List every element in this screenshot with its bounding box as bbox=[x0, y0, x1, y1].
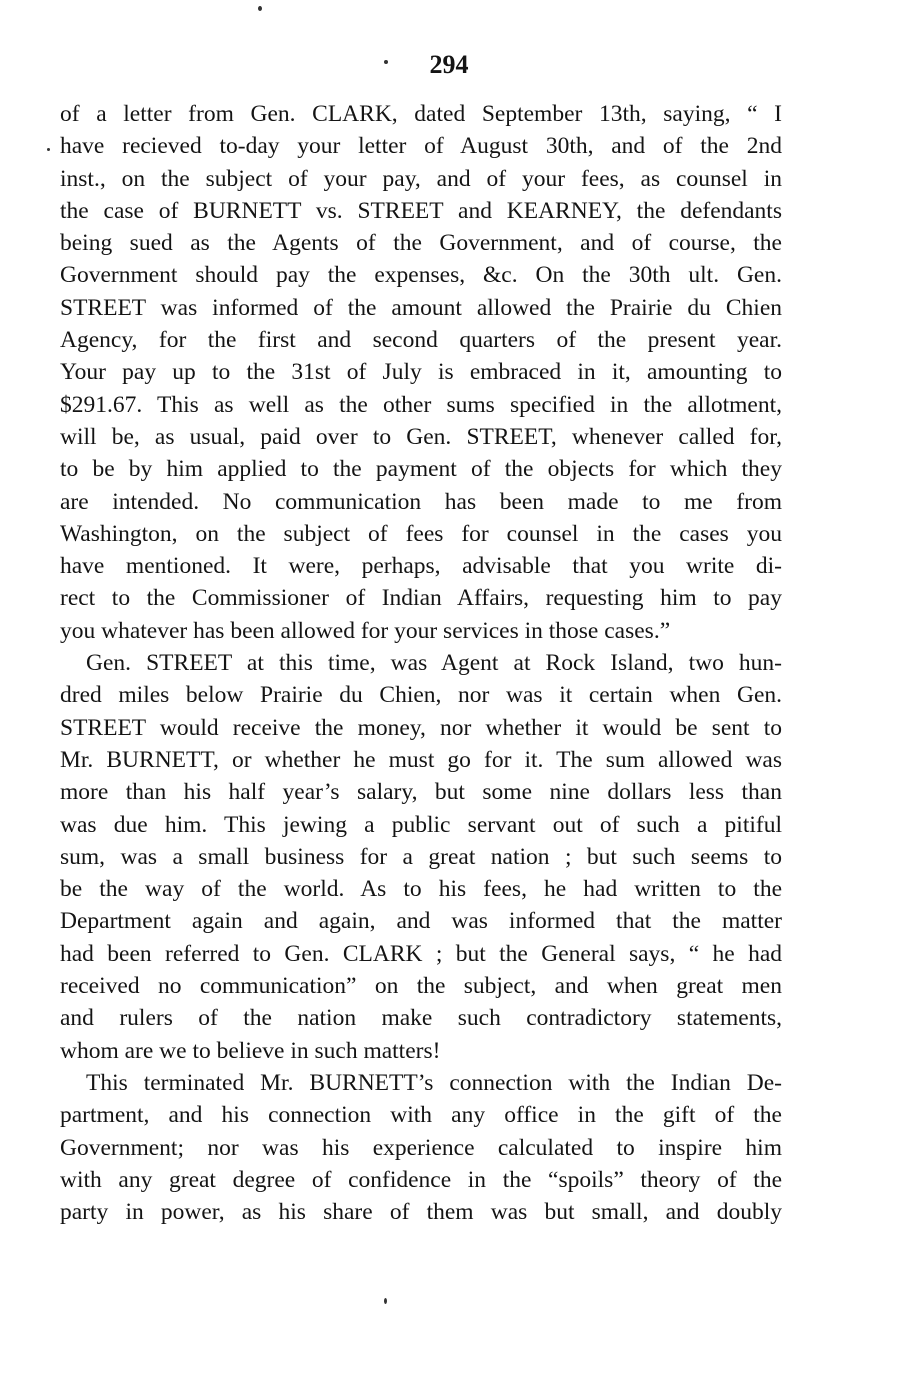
paragraph-start-line: This terminated Mr. BURNETT’s connection with the Indian De- bbox=[86, 1069, 782, 1096]
text-line: more than his half year’s salary, but some nine dollars less than bbox=[60, 779, 782, 806]
text-line: $291.67. This as well as the other sums specified in the allotment, bbox=[60, 391, 782, 418]
text-line: party in power, as his share of them was but small, and doubly bbox=[60, 1199, 782, 1226]
text-line: Washington, on the subject of fees for counsel in the cases you bbox=[60, 520, 782, 547]
text-line: Government should pay the expenses, &c. On the 30th ult. Gen. bbox=[60, 262, 782, 289]
text-line: Mr. BURNETT, or whether he must go for it. The sum allowed was bbox=[60, 746, 782, 773]
text-line: received no communication” on the subject, and when great men bbox=[60, 973, 782, 1000]
ink-speck bbox=[384, 1298, 387, 1304]
text-line: will be, as usual, paid over to Gen. STREET, whenever called for, bbox=[60, 423, 782, 450]
text-line: of a letter from Gen. CLARK, dated September 13th, saying, “ I bbox=[60, 101, 782, 127]
paragraph-end-line: you whatever has been allowed for your services in those cases.” bbox=[60, 617, 671, 644]
text-line: Department again and again, and was informed that the matter bbox=[60, 908, 782, 935]
text-line: Government; nor was his experience calculated to inspire him bbox=[60, 1134, 782, 1161]
text-line: and rulers of the nation make such contradictory statements, bbox=[60, 1005, 782, 1032]
text-line: dred miles below Prairie du Chien, nor was it certain when Gen. bbox=[60, 682, 782, 709]
text-line: partment, and his connection with any office in the gift of the bbox=[60, 1102, 782, 1129]
body-text bbox=[60, 98, 782, 1228]
ink-speck bbox=[258, 6, 262, 11]
text-line: have mentioned. It were, perhaps, advisable that you write di- bbox=[60, 553, 782, 580]
page-number: 294 bbox=[429, 50, 469, 79]
text-line: sum, was a small business for a great nation ; but such seems to bbox=[60, 843, 782, 870]
text-line: inst., on the subject of your pay, and of your fees, as counsel in bbox=[60, 165, 782, 192]
text-line: STREET was informed of the amount allowed the Prairie du Chien bbox=[60, 294, 782, 321]
paragraph-start-line: Gen. STREET at this time, was Agent at Rock Island, two hun- bbox=[86, 650, 782, 677]
text-line: have recieved to-day your letter of August 30th, and of the 2nd bbox=[60, 133, 782, 160]
text-line: STREET would receive the money, nor whether it would be sent to bbox=[60, 714, 782, 741]
text-line: Your pay up to the 31st of July is embraced in it, amounting to bbox=[60, 359, 782, 386]
paragraph-end-line: whom are we to believe in such matters! bbox=[60, 1037, 441, 1064]
text-line: to be by him applied to the payment of the objects for which they bbox=[60, 456, 782, 483]
text-line: the case of BURNETT vs. STREET and KEARNEY, the defendants bbox=[60, 197, 782, 224]
text-line: be the way of the world. As to his fees, he had written to the bbox=[60, 876, 782, 903]
text-line: with any great degree of confidence in the “spoils” theory of the bbox=[60, 1166, 782, 1193]
text-line: rect to the Commissioner of Indian Affairs, requesting him to pay bbox=[60, 585, 782, 612]
text-line: are intended. No communication has been made to me from bbox=[60, 488, 782, 515]
text-line: had been referred to Gen. CLARK ; but the General says, “ he had bbox=[60, 940, 782, 967]
text-line: was due him. This jewing a public servant out of such a pitiful bbox=[60, 811, 782, 838]
ink-speck bbox=[47, 148, 50, 151]
text-line: Agency, for the first and second quarters of the present year. bbox=[60, 327, 782, 354]
text-line: being sued as the Agents of the Government, and of course, the bbox=[60, 230, 782, 257]
